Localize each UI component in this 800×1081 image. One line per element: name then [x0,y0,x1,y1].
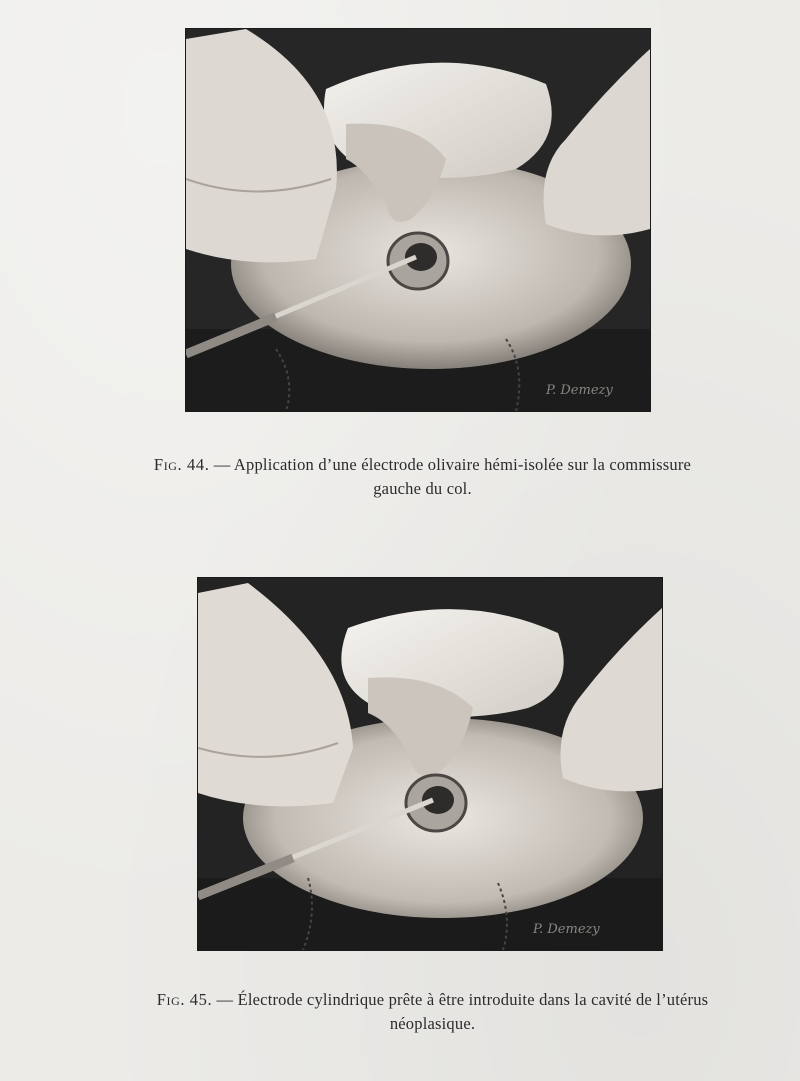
figure-44-caption-line1: Application d’une électrode olivaire hémi-isolée sur la commissure [233,455,692,474]
figure-45-photograph [198,578,662,950]
figure-44-dash: — [213,455,231,474]
figure-44-illustration [186,29,650,411]
figure-45-caption-line1: Électrode cylindrique prête à être introduite dans la cavité de l’utérus [237,990,709,1009]
figure-44-photograph [186,29,650,411]
figure-45-label: Fig. 45. [156,990,213,1009]
figure-45-dash: — [216,990,234,1009]
figure-45-artist-signature: P. Demezy [533,922,600,937]
figure-44-caption-line2: gauche du col. [373,479,472,498]
figure-44-artist-signature: P. Demezy [546,383,613,398]
figure-44-label: Fig. 44. [153,455,210,474]
figure-44-caption [110,453,735,501]
figure-45-caption [120,988,745,1036]
figure-45-caption-line2: néoplasique. [389,1014,476,1033]
figure-45-illustration [198,578,662,950]
